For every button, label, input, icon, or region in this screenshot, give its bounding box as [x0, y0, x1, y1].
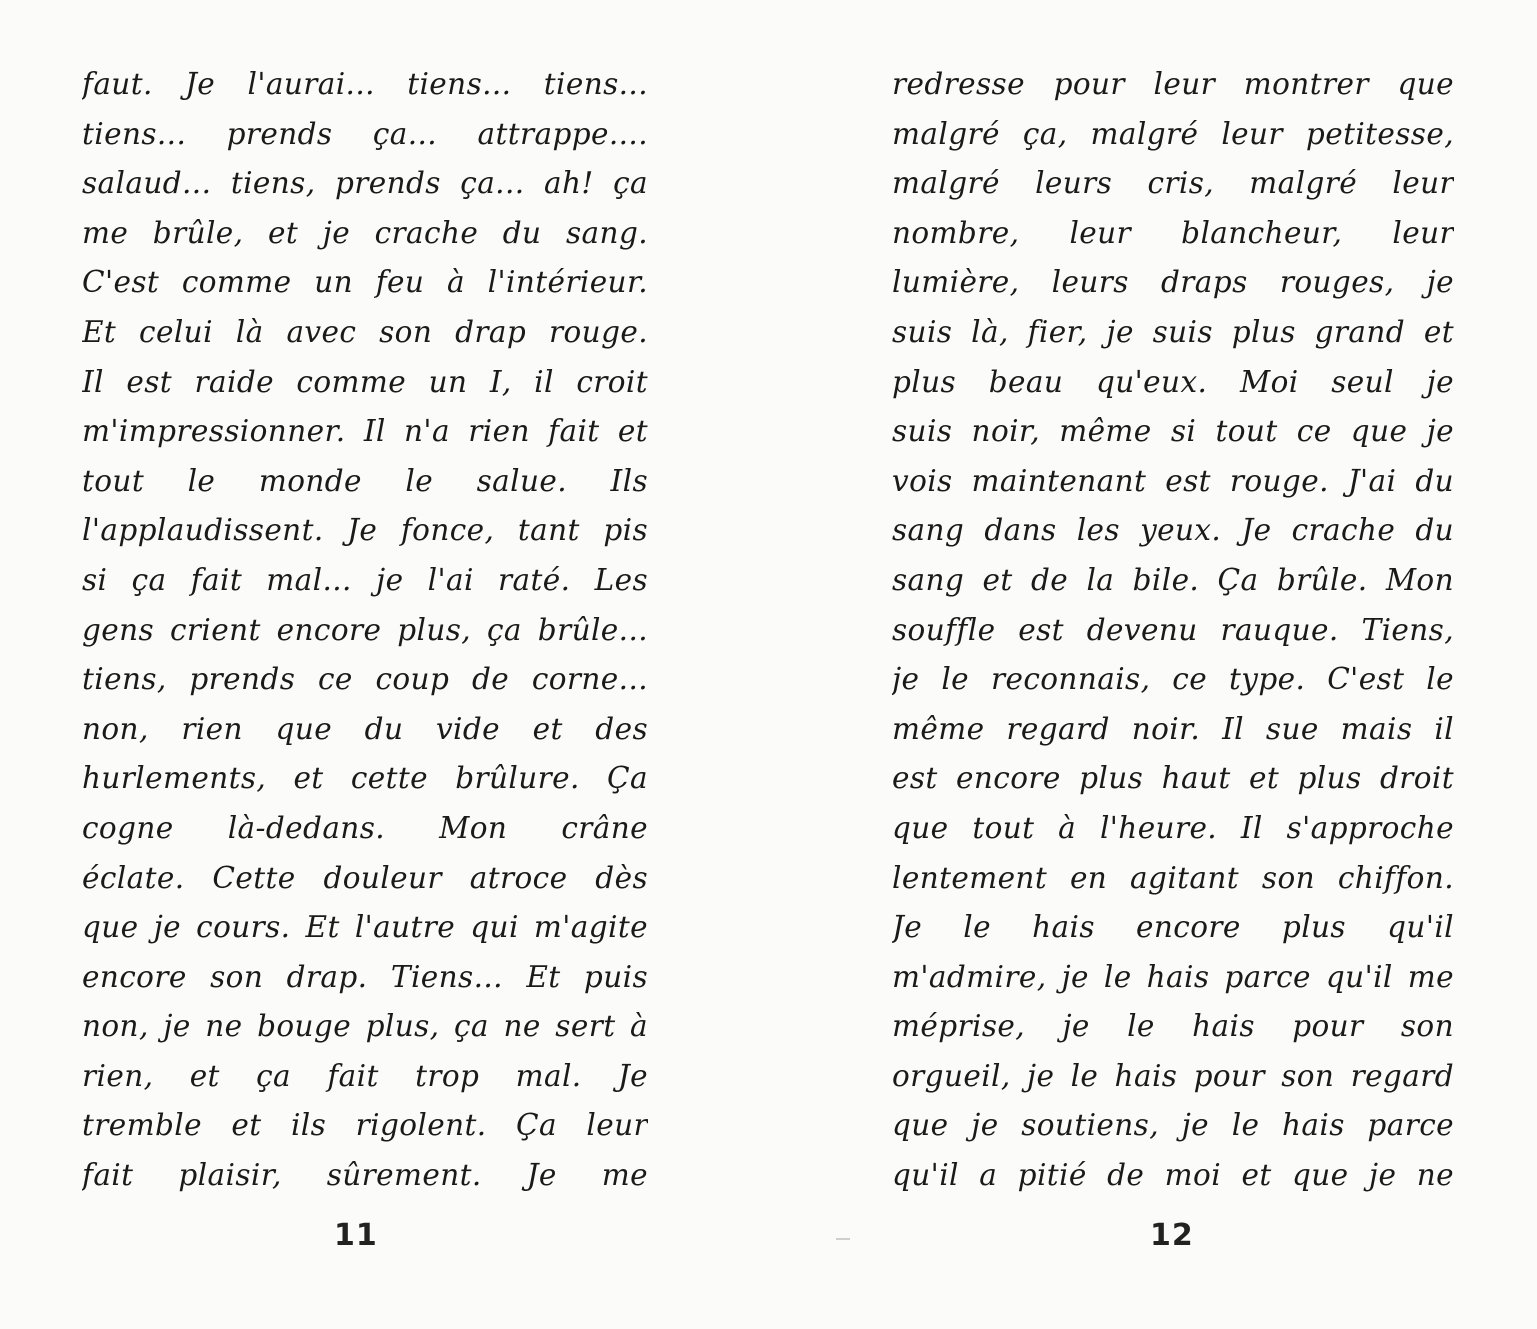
left-page-text	[82, 60, 648, 1201]
text-line: Et celui là avec son drap rouge.	[82, 314, 648, 349]
text-line: rien, et ça fait trop mal. Je	[82, 1058, 648, 1093]
text-line: C'est comme un feu à l'intérieur.	[82, 265, 648, 300]
text-line: orgueil, je le hais pour son regard	[892, 1058, 1454, 1093]
right-page-text	[892, 60, 1454, 1201]
text-line: éclate. Cette douleur atroce dès	[82, 860, 648, 895]
text-line: salaud... tiens, prends ça... ah! ça	[82, 166, 648, 201]
text-line: m'admire, je le hais parce qu'il me	[892, 959, 1454, 994]
text-line: l'applaudissent. Je fonce, tant pis	[82, 513, 648, 548]
text-line: non, rien que du vide et des	[82, 711, 648, 746]
text-line: cogne là-dedans. Mon crâne	[82, 810, 648, 845]
text-line: si ça fait mal... je l'ai raté. Les	[82, 562, 648, 597]
text-line: sang et de la bile. Ça brûle. Mon	[892, 562, 1454, 597]
page-number-right: 12	[1150, 1218, 1194, 1253]
text-line: souffle est devenu rauque. Tiens,	[892, 612, 1454, 647]
text-line: même regard noir. Il sue mais il	[892, 711, 1454, 746]
text-line: redresse pour leur montrer que	[892, 67, 1454, 101]
text-line: malgré leurs cris, malgré leur	[892, 166, 1454, 201]
text-line: gens crient encore plus, ça brûle...	[82, 612, 648, 647]
text-line: malgré ça, malgré leur petitesse,	[892, 116, 1454, 151]
text-line: tremble et ils rigolent. Ça leur	[82, 1108, 648, 1143]
text-line: Je le hais encore plus qu'il	[892, 910, 1454, 945]
right-page	[892, 60, 1454, 1201]
text-line: tiens, prends ce coup de corne...	[82, 662, 648, 697]
text-line: faut. Je l'aurai... tiens... tiens...	[82, 67, 648, 101]
text-line: sang dans les yeux. Je crache du	[892, 513, 1454, 548]
text-line: plus beau qu'eux. Moi seul je	[892, 364, 1454, 399]
text-line: que je cours. Et l'autre qui m'agite	[82, 910, 648, 945]
text-line: suis là, fier, je suis plus grand et	[892, 314, 1454, 349]
text-line: que tout à l'heure. Il s'approche	[892, 810, 1454, 845]
text-line: lumière, leurs draps rouges, je	[892, 265, 1454, 300]
text-line: que je soutiens, je le hais parce	[892, 1108, 1454, 1143]
text-line: encore son drap. Tiens... Et puis	[82, 959, 648, 994]
text-line: qu'il a pitié de moi et que je ne	[892, 1158, 1454, 1193]
gutter-mark	[836, 1238, 850, 1240]
text-line: m'impressionner. Il n'a rien fait et	[82, 414, 648, 449]
text-line: hurlements, et cette brûlure. Ça	[82, 761, 648, 796]
page-number-left: 11	[334, 1218, 378, 1253]
left-page	[82, 60, 648, 1201]
text-line: lentement en agitant son chiffon.	[892, 860, 1454, 895]
text-line: vois maintenant est rouge. J'ai du	[892, 463, 1454, 498]
text-line: fait plaisir, sûrement. Je me	[82, 1158, 648, 1193]
text-line: est encore plus haut et plus droit	[892, 761, 1454, 796]
text-line: méprise, je le hais pour son	[892, 1009, 1454, 1044]
text-line: non, je ne bouge plus, ça ne sert à	[82, 1009, 648, 1044]
text-line: suis noir, même si tout ce que je	[892, 414, 1454, 449]
text-line: me brûle, et je crache du sang.	[82, 215, 648, 250]
text-line: nombre, leur blancheur, leur	[892, 215, 1454, 250]
text-line: tout le monde le salue. Ils	[82, 463, 648, 498]
text-line: je le reconnais, ce type. C'est le	[892, 662, 1454, 697]
text-line: Il est raide comme un I, il croit	[82, 364, 648, 399]
text-line: tiens... prends ça... attrappe....	[82, 116, 648, 151]
